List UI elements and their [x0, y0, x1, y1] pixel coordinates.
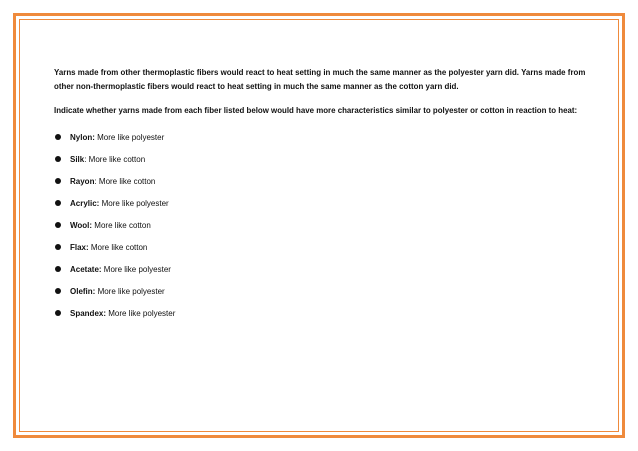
- fiber-answer: More like polyester: [106, 309, 176, 318]
- list-item: [54, 220, 594, 242]
- bullet-icon: [55, 178, 61, 184]
- fiber-name: Flax:: [70, 243, 89, 252]
- list-item: [54, 286, 594, 308]
- bullet-icon: [55, 200, 61, 206]
- bullet-icon: [55, 266, 61, 272]
- intro-paragraph: Yarns made from other thermoplastic fibers would react to heat setting in much the same manner as the polyester yarn did. Yarns made from other non-thermoplastic fibers would react to heat setting in much the same manner as the cotton yarn did.: [54, 68, 586, 91]
- bullet-icon: [55, 244, 61, 250]
- fiber-name: Acetate:: [70, 265, 102, 274]
- fiber-name: Nylon:: [70, 133, 95, 142]
- fiber-name: Rayon: [70, 177, 95, 186]
- list-item: [54, 242, 594, 264]
- fiber-answer: More like polyester: [99, 199, 169, 208]
- list-item: [54, 132, 594, 154]
- fiber-name: Acrylic:: [70, 199, 100, 208]
- fiber-answer: : More like cotton: [94, 177, 156, 186]
- list-item: [54, 264, 594, 286]
- bullet-icon: [55, 156, 61, 162]
- fiber-answer: More like cotton: [92, 221, 151, 230]
- list-item: [54, 308, 594, 330]
- document-content: [54, 66, 594, 330]
- bullet-icon: [55, 288, 61, 294]
- list-item: [54, 176, 594, 198]
- list-item: [54, 154, 594, 176]
- fiber-name: Silk: [70, 155, 85, 164]
- fiber-name: Wool:: [70, 221, 93, 230]
- fiber-answer: : More like cotton: [84, 155, 146, 164]
- bullet-icon: [55, 310, 61, 316]
- fiber-name: Olefin:: [70, 287, 96, 296]
- list-item: [54, 198, 594, 220]
- fiber-answer: More like polyester: [101, 265, 171, 274]
- fiber-list: [54, 132, 594, 330]
- fiber-answer: More like polyester: [94, 133, 165, 142]
- fiber-answer: More like cotton: [88, 243, 148, 252]
- bullet-icon: [55, 222, 61, 228]
- question-paragraph: Indicate whether yarns made from each fiber listed below would have more characteristics similar to polyester or cotton in reaction to heat:: [54, 106, 578, 115]
- fiber-name: Spandex:: [70, 309, 107, 318]
- bullet-icon: [55, 134, 61, 140]
- fiber-answer: More like polyester: [95, 287, 165, 296]
